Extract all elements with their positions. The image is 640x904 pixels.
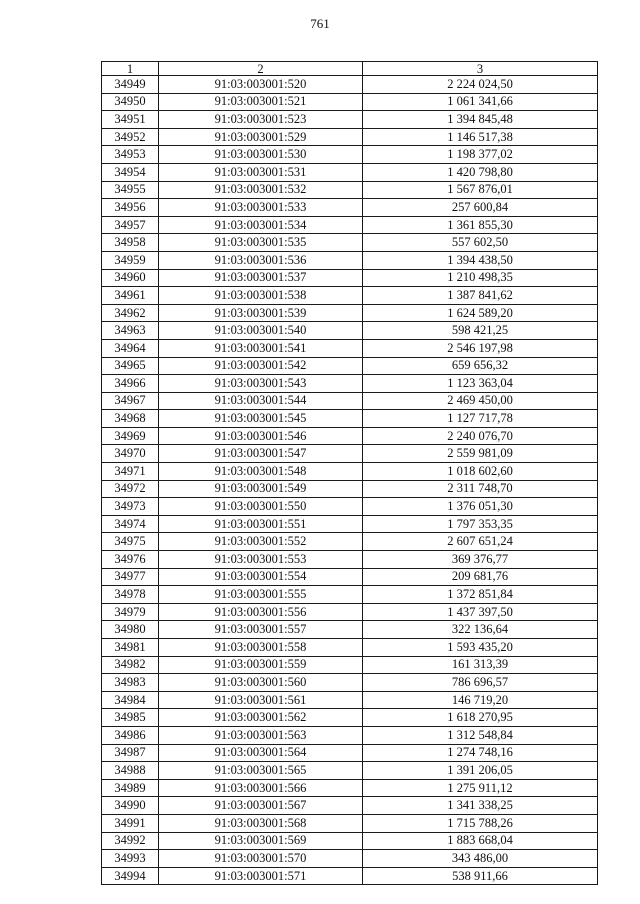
table-row [102, 304, 598, 322]
table-row [102, 269, 598, 287]
value-cell: 1 437 397,50 [363, 603, 598, 621]
cadastral-number-cell: 91:03:003001:567 [159, 797, 363, 815]
row-number-cell: 34958 [102, 234, 159, 252]
cadastral-number-cell: 91:03:003001:548 [159, 463, 363, 481]
cadastral-number-cell: 91:03:003001:568 [159, 814, 363, 832]
table-row [102, 76, 598, 94]
table-row [102, 726, 598, 744]
row-number-cell: 34976 [102, 551, 159, 569]
table-row [102, 339, 598, 357]
cadastral-number-cell: 91:03:003001:551 [159, 515, 363, 533]
row-number-cell: 34980 [102, 621, 159, 639]
cadastral-number-cell: 91:03:003001:554 [159, 568, 363, 586]
cadastral-number-cell: 91:03:003001:559 [159, 656, 363, 674]
cadastral-number-cell: 91:03:003001:531 [159, 163, 363, 181]
row-number-cell: 34993 [102, 850, 159, 868]
table-row [102, 797, 598, 815]
cadastral-number-cell: 91:03:003001:550 [159, 498, 363, 516]
cadastral-number-cell: 91:03:003001:561 [159, 691, 363, 709]
cadastral-number-cell: 91:03:003001:552 [159, 533, 363, 551]
value-cell: 1 061 341,66 [363, 93, 598, 111]
row-number-cell: 34984 [102, 691, 159, 709]
cadastral-value-table [101, 61, 598, 885]
table-row [102, 427, 598, 445]
row-number-cell: 34957 [102, 216, 159, 234]
cadastral-number-cell: 91:03:003001:570 [159, 850, 363, 868]
row-number-cell: 34965 [102, 357, 159, 375]
cadastral-number-cell: 91:03:003001:562 [159, 709, 363, 727]
value-cell: 257 600,84 [363, 199, 598, 217]
cadastral-number-cell: 91:03:003001:532 [159, 181, 363, 199]
row-number-cell: 34994 [102, 867, 159, 885]
table-row [102, 639, 598, 657]
value-cell: 1 146 517,38 [363, 128, 598, 146]
cadastral-number-cell: 91:03:003001:547 [159, 445, 363, 463]
value-cell: 209 681,76 [363, 568, 598, 586]
table-row [102, 814, 598, 832]
value-cell: 1 715 788,26 [363, 814, 598, 832]
cadastral-number-cell: 91:03:003001:536 [159, 251, 363, 269]
table-row [102, 515, 598, 533]
cadastral-number-cell: 91:03:003001:563 [159, 726, 363, 744]
row-number-cell: 34952 [102, 128, 159, 146]
row-number-cell: 34955 [102, 181, 159, 199]
row-number-cell: 34987 [102, 744, 159, 762]
table-row [102, 234, 598, 252]
row-number-cell: 34954 [102, 163, 159, 181]
cadastral-number-cell: 91:03:003001:566 [159, 779, 363, 797]
row-number-cell: 34950 [102, 93, 159, 111]
value-cell: 369 376,77 [363, 551, 598, 569]
table-row [102, 322, 598, 340]
table-row [102, 480, 598, 498]
cadastral-number-cell: 91:03:003001:557 [159, 621, 363, 639]
cadastral-number-cell: 91:03:003001:542 [159, 357, 363, 375]
table-row [102, 498, 598, 516]
cadastral-number-cell: 91:03:003001:523 [159, 111, 363, 129]
row-number-cell: 34985 [102, 709, 159, 727]
value-cell: 786 696,57 [363, 674, 598, 692]
value-cell: 1 624 589,20 [363, 304, 598, 322]
cadastral-number-cell: 91:03:003001:533 [159, 199, 363, 217]
table-row [102, 832, 598, 850]
row-number-cell: 34962 [102, 304, 159, 322]
table-row [102, 181, 598, 199]
value-cell: 2 546 197,98 [363, 339, 598, 357]
cadastral-number-cell: 91:03:003001:558 [159, 639, 363, 657]
row-number-cell: 34977 [102, 568, 159, 586]
cadastral-number-cell: 91:03:003001:565 [159, 762, 363, 780]
value-cell: 1 394 438,50 [363, 251, 598, 269]
row-number-cell: 34988 [102, 762, 159, 780]
cadastral-number-cell: 91:03:003001:521 [159, 93, 363, 111]
table-row [102, 586, 598, 604]
table-row [102, 551, 598, 569]
table-row [102, 199, 598, 217]
cadastral-number-cell: 91:03:003001:560 [159, 674, 363, 692]
table-row [102, 867, 598, 885]
cadastral-number-cell: 91:03:003001:555 [159, 586, 363, 604]
row-number-cell: 34970 [102, 445, 159, 463]
row-number-cell: 34978 [102, 586, 159, 604]
value-cell: 161 313,39 [363, 656, 598, 674]
table-row [102, 163, 598, 181]
cadastral-number-cell: 91:03:003001:538 [159, 287, 363, 305]
value-cell: 1 312 548,84 [363, 726, 598, 744]
table-row [102, 251, 598, 269]
value-cell: 343 486,00 [363, 850, 598, 868]
row-number-cell: 34971 [102, 463, 159, 481]
value-cell: 2 559 981,09 [363, 445, 598, 463]
row-number-cell: 34982 [102, 656, 159, 674]
value-cell: 1 123 363,04 [363, 375, 598, 393]
value-cell: 2 240 076,70 [363, 427, 598, 445]
table-row [102, 128, 598, 146]
table-row [102, 779, 598, 797]
table-row [102, 93, 598, 111]
table-row [102, 568, 598, 586]
row-number-cell: 34990 [102, 797, 159, 815]
column-header-3: 3 [363, 62, 598, 76]
value-cell: 1 797 353,35 [363, 515, 598, 533]
value-cell: 1 127 717,78 [363, 410, 598, 428]
row-number-cell: 34966 [102, 375, 159, 393]
row-number-cell: 34992 [102, 832, 159, 850]
value-cell: 1 420 798,80 [363, 163, 598, 181]
row-number-cell: 34949 [102, 76, 159, 94]
cadastral-number-cell: 91:03:003001:544 [159, 392, 363, 410]
row-number-cell: 34974 [102, 515, 159, 533]
row-number-cell: 34964 [102, 339, 159, 357]
cadastral-number-cell: 91:03:003001:556 [159, 603, 363, 621]
table-row [102, 656, 598, 674]
row-number-cell: 34961 [102, 287, 159, 305]
cadastral-number-cell: 91:03:003001:539 [159, 304, 363, 322]
table-row [102, 410, 598, 428]
value-cell: 1 361 855,30 [363, 216, 598, 234]
cadastral-number-cell: 91:03:003001:541 [159, 339, 363, 357]
table-row [102, 357, 598, 375]
row-number-cell: 34972 [102, 480, 159, 498]
value-cell: 1 387 841,62 [363, 287, 598, 305]
table-row [102, 603, 598, 621]
cadastral-number-cell: 91:03:003001:571 [159, 867, 363, 885]
row-number-cell: 34981 [102, 639, 159, 657]
cadastral-number-cell: 91:03:003001:549 [159, 480, 363, 498]
column-header-1: 1 [102, 62, 159, 76]
table-row [102, 533, 598, 551]
row-number-cell: 34959 [102, 251, 159, 269]
value-cell: 1 394 845,48 [363, 111, 598, 129]
row-number-cell: 34956 [102, 199, 159, 217]
cadastral-number-cell: 91:03:003001:535 [159, 234, 363, 252]
value-cell: 1 274 748,16 [363, 744, 598, 762]
table-row [102, 445, 598, 463]
value-cell: 598 421,25 [363, 322, 598, 340]
cadastral-number-cell: 91:03:003001:520 [159, 76, 363, 94]
table-row [102, 850, 598, 868]
value-cell: 557 602,50 [363, 234, 598, 252]
row-number-cell: 34953 [102, 146, 159, 164]
row-number-cell: 34975 [102, 533, 159, 551]
row-number-cell: 34967 [102, 392, 159, 410]
table-row [102, 111, 598, 129]
value-cell: 146 719,20 [363, 691, 598, 709]
table-row [102, 621, 598, 639]
row-number-cell: 34963 [102, 322, 159, 340]
table-row [102, 392, 598, 410]
value-cell: 1 567 876,01 [363, 181, 598, 199]
cadastral-number-cell: 91:03:003001:543 [159, 375, 363, 393]
table-header-row [102, 62, 598, 76]
row-number-cell: 34969 [102, 427, 159, 445]
value-cell: 659 656,32 [363, 357, 598, 375]
table-row [102, 375, 598, 393]
table-row [102, 463, 598, 481]
cadastral-number-cell: 91:03:003001:546 [159, 427, 363, 445]
value-cell: 2 607 651,24 [363, 533, 598, 551]
value-cell: 1 883 668,04 [363, 832, 598, 850]
cadastral-number-cell: 91:03:003001:553 [159, 551, 363, 569]
value-cell: 322 136,64 [363, 621, 598, 639]
table-row [102, 287, 598, 305]
row-number-cell: 34979 [102, 603, 159, 621]
cadastral-number-cell: 91:03:003001:534 [159, 216, 363, 234]
value-cell: 2 311 748,70 [363, 480, 598, 498]
value-cell: 1 376 051,30 [363, 498, 598, 516]
table-row [102, 691, 598, 709]
value-cell: 1 618 270,95 [363, 709, 598, 727]
table-body [102, 76, 598, 885]
row-number-cell: 34986 [102, 726, 159, 744]
cadastral-number-cell: 91:03:003001:569 [159, 832, 363, 850]
cadastral-number-cell: 91:03:003001:537 [159, 269, 363, 287]
value-cell: 1 210 498,35 [363, 269, 598, 287]
cadastral-number-cell: 91:03:003001:529 [159, 128, 363, 146]
row-number-cell: 34989 [102, 779, 159, 797]
row-number-cell: 34951 [102, 111, 159, 129]
table-row [102, 674, 598, 692]
cadastral-number-cell: 91:03:003001:545 [159, 410, 363, 428]
table-row [102, 744, 598, 762]
value-cell: 2 469 450,00 [363, 392, 598, 410]
value-cell: 2 224 024,50 [363, 76, 598, 94]
cadastral-number-cell: 91:03:003001:530 [159, 146, 363, 164]
value-cell: 1 018 602,60 [363, 463, 598, 481]
row-number-cell: 34991 [102, 814, 159, 832]
table-row [102, 216, 598, 234]
table-row [102, 762, 598, 780]
value-cell: 1 275 911,12 [363, 779, 598, 797]
value-cell: 1 372 851,84 [363, 586, 598, 604]
row-number-cell: 34968 [102, 410, 159, 428]
value-cell: 1 391 206,05 [363, 762, 598, 780]
row-number-cell: 34983 [102, 674, 159, 692]
value-cell: 1 593 435,20 [363, 639, 598, 657]
cadastral-number-cell: 91:03:003001:564 [159, 744, 363, 762]
table-row [102, 146, 598, 164]
table-row [102, 709, 598, 727]
value-cell: 1 341 338,25 [363, 797, 598, 815]
cadastral-number-cell: 91:03:003001:540 [159, 322, 363, 340]
page-number: 761 [310, 16, 330, 31]
column-header-2: 2 [159, 62, 363, 76]
row-number-cell: 34960 [102, 269, 159, 287]
row-number-cell: 34973 [102, 498, 159, 516]
value-cell: 1 198 377,02 [363, 146, 598, 164]
value-cell: 538 911,66 [363, 867, 598, 885]
